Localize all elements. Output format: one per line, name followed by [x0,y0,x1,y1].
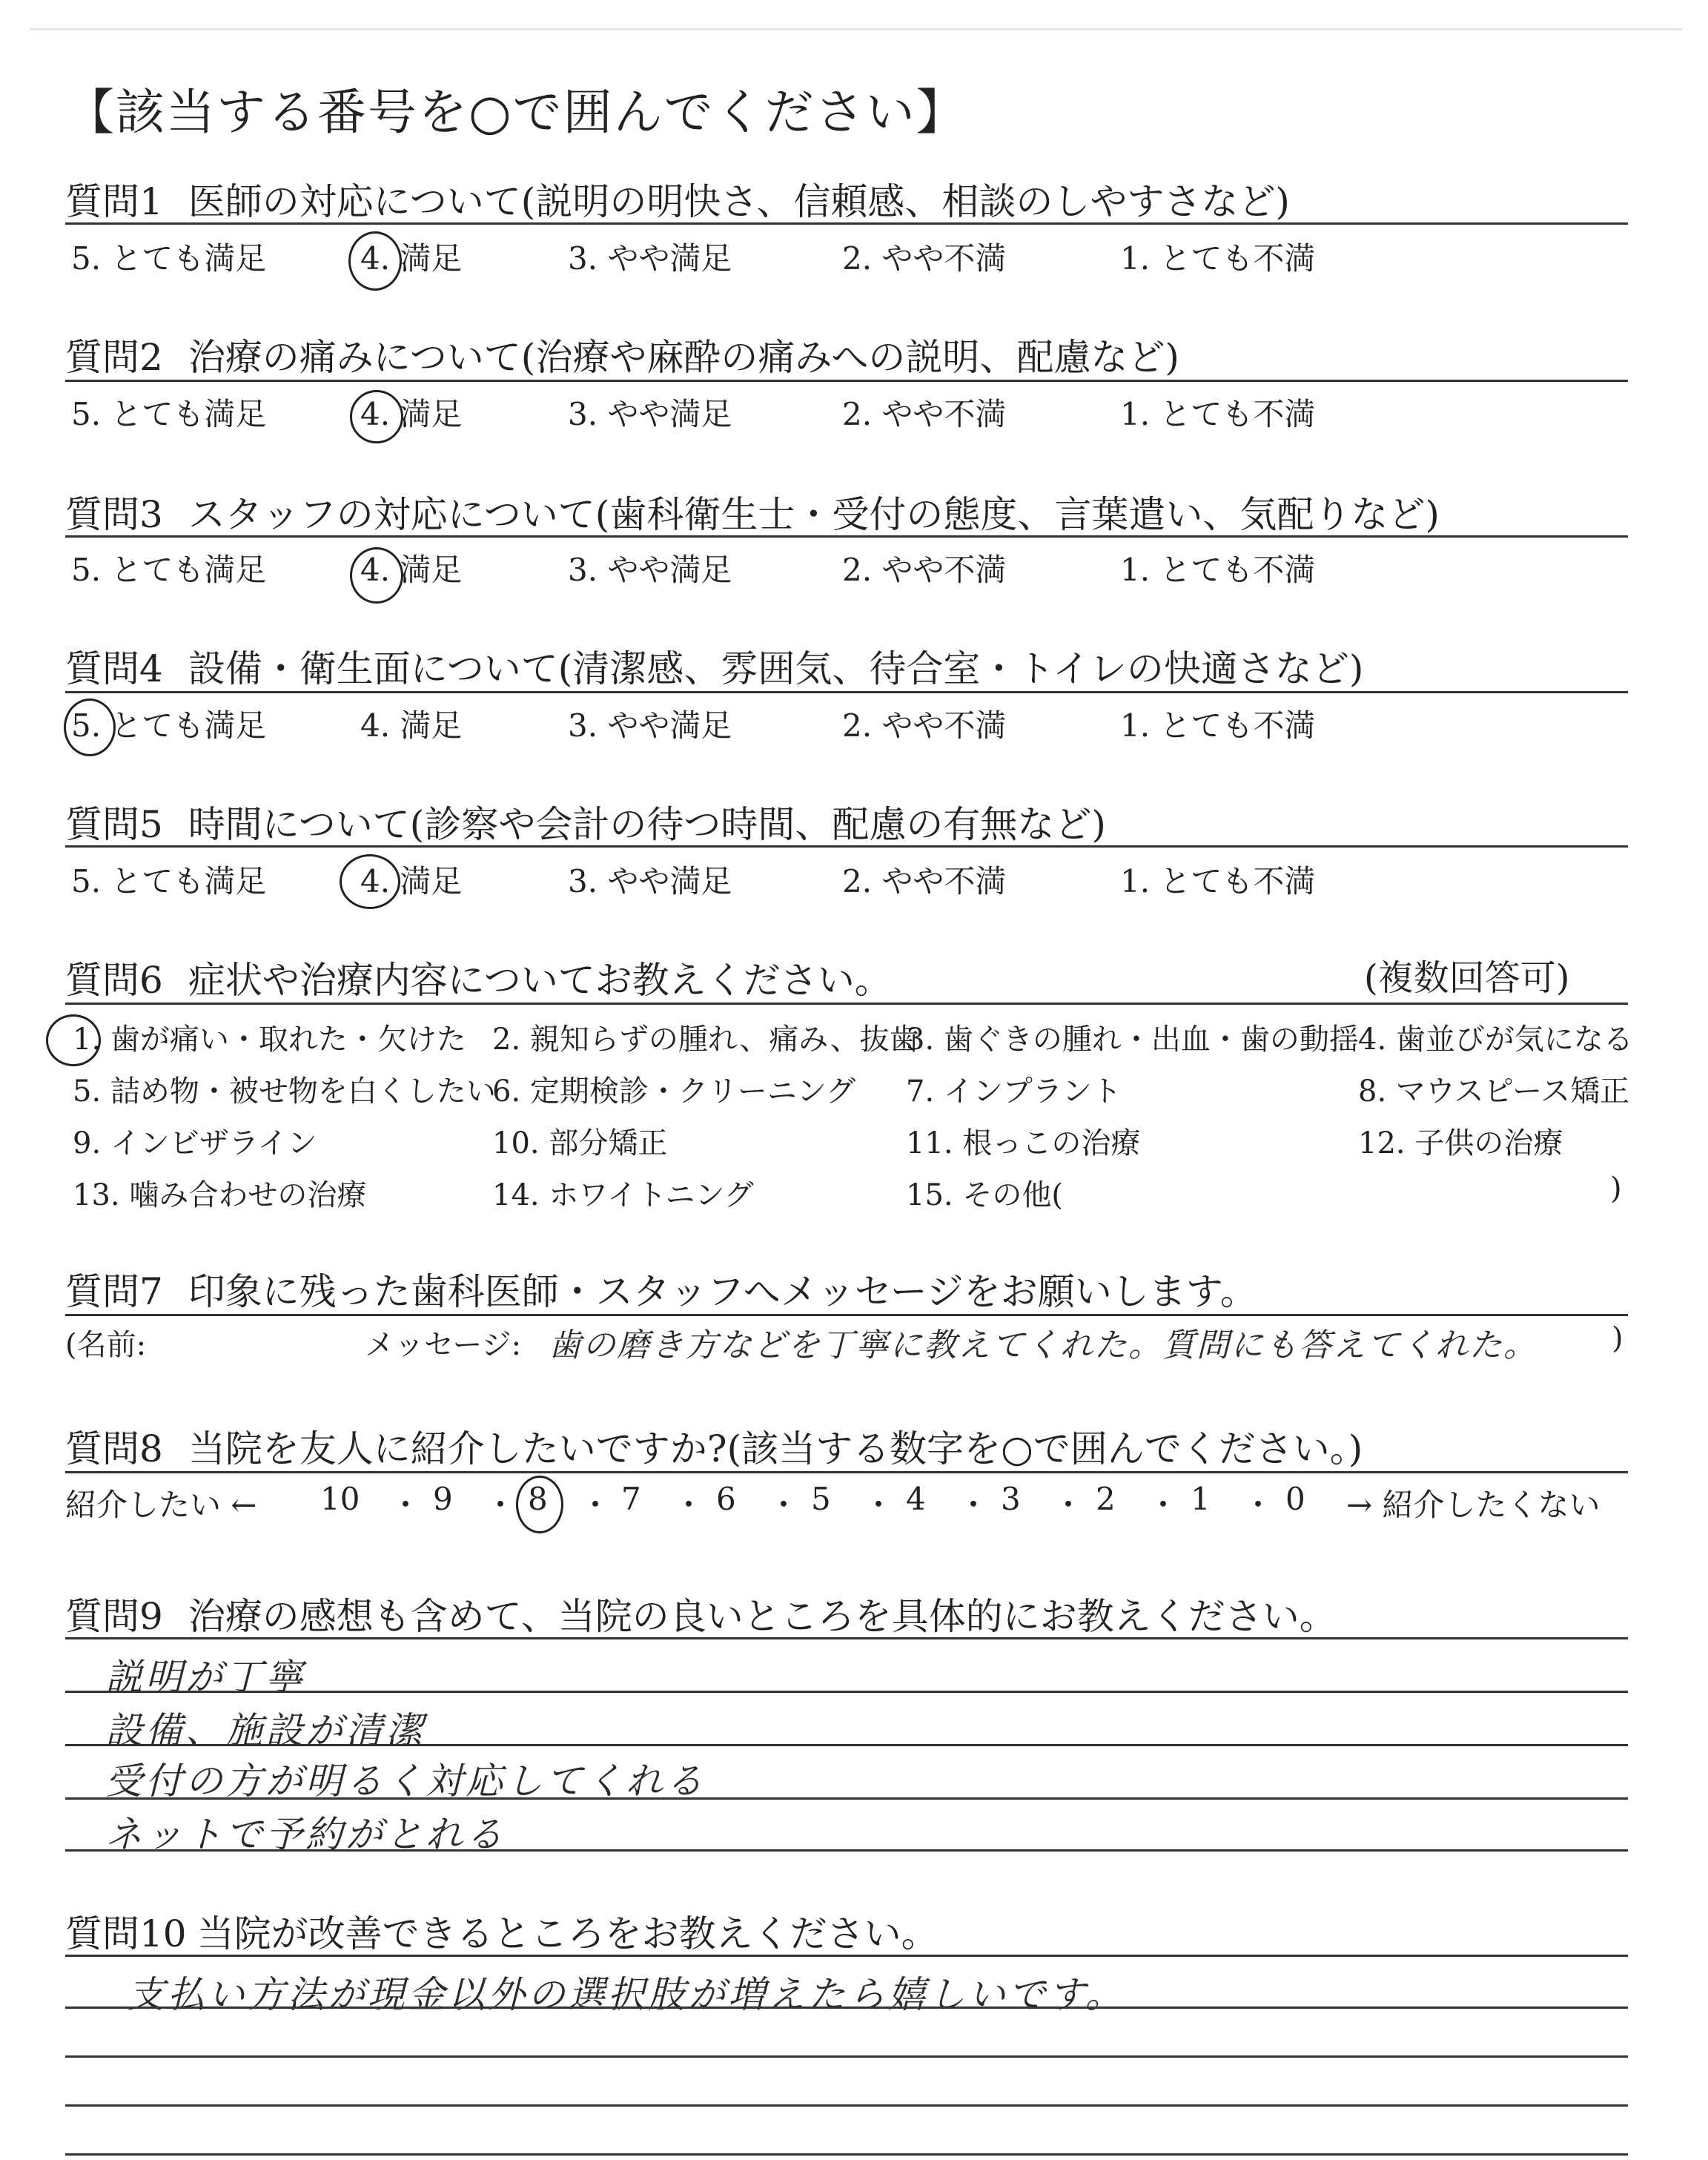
answer-line [65,2007,1628,2009]
symptom-option[interactable]: 9. インビザライン [73,1126,317,1160]
selected-answer-circle [350,547,403,604]
rating-option[interactable]: 3. やや満足 [568,552,732,588]
rating-option[interactable]: 4. 満足 [360,863,463,899]
rating-option[interactable]: 2. やや不満 [842,707,1007,744]
handwritten-answer: 受付の方が明るく対応してくれる [105,1760,706,1803]
question-number: 質問9 [65,1595,163,1638]
rating-option[interactable]: 1. とても不満 [1120,240,1316,277]
rating-option[interactable]: 5. とても満足 [71,552,267,588]
scale-separator: ・ [958,1487,990,1523]
handwritten-message: 歯の磨き方などを丁寧に教えてくれた。質問にも答えてくれた。 [549,1327,1537,1364]
rating-options-q2 [71,390,1628,435]
scale-separator: ・ [580,1487,612,1523]
selected-answer-circle [64,698,116,756]
question-number: 質問10 [65,1912,187,1955]
question-text: 設備・衛生面について(清潔感、雰囲気、待合室・トイレの快適さなど) [188,647,1364,690]
rating-option[interactable]: 2. やや不満 [842,552,1007,588]
selected-answer-circle [340,854,400,909]
question-text: 治療の痛みについて(治療や麻酔の痛みへの説明、配慮など) [188,336,1179,379]
symptom-option[interactable]: 8. マウスピース矯正 [1358,1074,1630,1109]
rating-option[interactable]: 3. やや満足 [568,863,732,899]
scale-separator: ・ [390,1487,422,1523]
scale-separator: ・ [1053,1487,1085,1523]
other-close-paren: ) [1610,1172,1622,1206]
instruction-header: 【該当する番号を○で囲んでください】 [65,84,967,141]
rating-option[interactable]: 1. とても不満 [1120,707,1316,744]
rating-option[interactable]: 4. 満足 [360,240,463,277]
scale-value[interactable]: 3 [1001,1481,1021,1517]
selected-answer-circle [350,390,403,443]
answer-line [65,1955,1628,1957]
rating-option[interactable]: 2. やや不満 [842,396,1007,432]
question-number: 質問3 [65,493,163,536]
rating-option[interactable]: 1. とても不満 [1120,863,1316,899]
question-6 [65,951,892,1004]
rating-option[interactable]: 5. とても満足 [71,707,267,744]
symptom-option[interactable]: 10. 部分矯正 [492,1126,668,1160]
handwritten-answer: 説明が丁寧 [105,1656,305,1699]
name-label: (名前: [65,1328,147,1362]
rating-options-q5 [71,857,1628,902]
message-close-paren: ) [1612,1321,1623,1355]
question-text: 印象に残った歯科医師・スタッフへメッセージをお願いします。 [188,1270,1257,1313]
handwritten-answer: 支払い方法が現金以外の選択肢が増えたら嬉しいです。 [128,1973,1125,2016]
question-text: 時間について(診察や会計の待つ時間、配慮の有無など) [188,803,1106,846]
rating-option[interactable]: 4. 満足 [360,707,463,744]
rating-option[interactable]: 4. 満足 [360,396,463,432]
scale-value[interactable]: 6 [716,1481,736,1517]
symptom-option[interactable]: 15. その他( [906,1178,1063,1212]
rating-option[interactable]: 3. やや満足 [568,707,732,744]
answer-line [65,1797,1628,1800]
rating-option[interactable]: 3. やや満足 [568,396,732,432]
question-2 [65,328,1179,381]
scale-value[interactable]: 9 [433,1481,453,1517]
question-number: 質問8 [65,1427,163,1470]
question-rule [65,380,1628,382]
selected-answer-circle [46,1014,101,1066]
scale-separator: ・ [863,1487,895,1523]
scale-value[interactable]: 5 [811,1481,831,1517]
scale-value[interactable]: 1 [1191,1481,1211,1517]
question-text: スタッフの対応について(歯科衛生士・受付の態度、言葉遣い、気配りなど) [188,493,1440,536]
rating-options-q1 [71,234,1628,279]
rating-option[interactable]: 2. やや不満 [842,863,1007,899]
question-rule [65,222,1628,225]
scale-value[interactable]: 7 [621,1481,641,1517]
question-number: 質問2 [65,336,163,379]
symptom-option[interactable]: 2. 親知らずの腫れ、痛み、抜歯 [492,1023,919,1057]
scale-separator: ・ [485,1487,517,1523]
scale-value[interactable]: 10 [320,1481,360,1517]
scale-separator: ・ [673,1487,705,1523]
question-number: 質問7 [65,1270,163,1313]
recommend-right-label: → 紹介したくない [1346,1487,1601,1523]
rating-options-q3 [71,546,1628,590]
question-rule [65,535,1628,538]
handwritten-answer: ネットで予約がとれる [105,1813,506,1856]
question-number: 質問4 [65,647,163,690]
question-7 [65,1262,1257,1315]
question-10 [65,1904,939,1958]
scale-value[interactable]: 4 [906,1481,926,1517]
selected-answer-circle [348,231,402,291]
question-text: 医師の対応について(説明の明快さ、信頼感、相談のしやすさなど) [188,180,1290,223]
question-5 [65,795,1106,848]
symptom-option[interactable]: 7. インプラント [906,1074,1122,1109]
scale-value[interactable]: 8 [528,1481,548,1517]
question-9 [65,1587,1337,1640]
symptom-option[interactable]: 5. 詰め物・被せ物を白くしたい [73,1074,496,1109]
question-rule [65,1003,1628,1005]
rating-option[interactable]: 2. やや不満 [842,240,1007,277]
scale-separator: ・ [1148,1487,1179,1523]
rating-option[interactable]: 1. とても不満 [1120,552,1316,588]
symptom-option[interactable]: 4. 歯並びが気になる [1358,1023,1633,1057]
scan-top-edge [30,28,1683,30]
message-label: メッセージ: [365,1328,522,1362]
scale-separator: ・ [768,1487,800,1523]
rating-option[interactable]: 3. やや満足 [568,240,732,277]
answer-line [65,1849,1628,1852]
answer-line [65,1637,1628,1639]
question-3 [65,485,1440,538]
rating-option[interactable]: 1. とても不満 [1120,396,1316,432]
question-4 [65,639,1363,693]
symptom-option[interactable]: 13. 噛み合わせの治療 [73,1178,367,1212]
question-rule [65,1314,1628,1316]
symptom-option[interactable]: 3. 歯ぐきの腫れ・出血・歯の動揺 [906,1023,1359,1057]
rating-option[interactable]: 4. 満足 [360,552,463,588]
answer-line [65,2055,1628,2058]
question-rule [65,691,1628,693]
question-rule [65,1471,1628,1473]
question-number: 質問1 [65,180,163,223]
rating-option[interactable]: 5. とても満足 [71,396,267,432]
rating-option[interactable]: 5. とても満足 [71,240,267,277]
answer-line [65,2104,1628,2107]
question-number: 質問5 [65,803,163,846]
scale-separator: ・ [1242,1487,1274,1523]
rating-options-q4 [71,701,1628,746]
symptom-option[interactable]: 11. 根っこの治療 [906,1126,1141,1160]
question-8 [65,1419,1363,1473]
symptom-option[interactable]: 12. 子供の治療 [1358,1126,1563,1160]
question-text: 当院が改善できるところをお教えください。 [196,1912,939,1955]
question-rule [65,845,1628,848]
question-text: 当院を友人に紹介したいですか?(該当する数字を○で囲んでください。) [188,1427,1363,1470]
symptom-option[interactable]: 6. 定期検診・クリーニング [492,1074,856,1109]
question-text: 症状や治療内容についてお教えください。 [188,959,892,1002]
answer-line [65,1744,1628,1746]
recommend-left-label: 紹介したい ← [65,1487,257,1523]
selected-answer-circle [516,1476,563,1533]
handwritten-answer: 設備、施設が清潔 [105,1709,426,1752]
rating-option[interactable]: 5. とても満足 [71,863,267,899]
symptom-option[interactable]: 14. ホワイトニング [492,1178,754,1212]
question-1 [65,172,1290,225]
multiple-answer-note: (複数回答可) [1364,957,1570,999]
symptom-option[interactable]: 1. 歯が痛い・取れた・欠けた [73,1023,466,1057]
question-number: 質問6 [65,959,163,1002]
answer-line [65,1691,1628,1693]
answer-line [65,2153,1628,2156]
scale-value[interactable]: 2 [1096,1481,1116,1517]
scale-value[interactable]: 0 [1285,1481,1305,1517]
question-text: 治療の感想も含めて、当院の良いところを具体的にお教えください。 [188,1595,1337,1638]
